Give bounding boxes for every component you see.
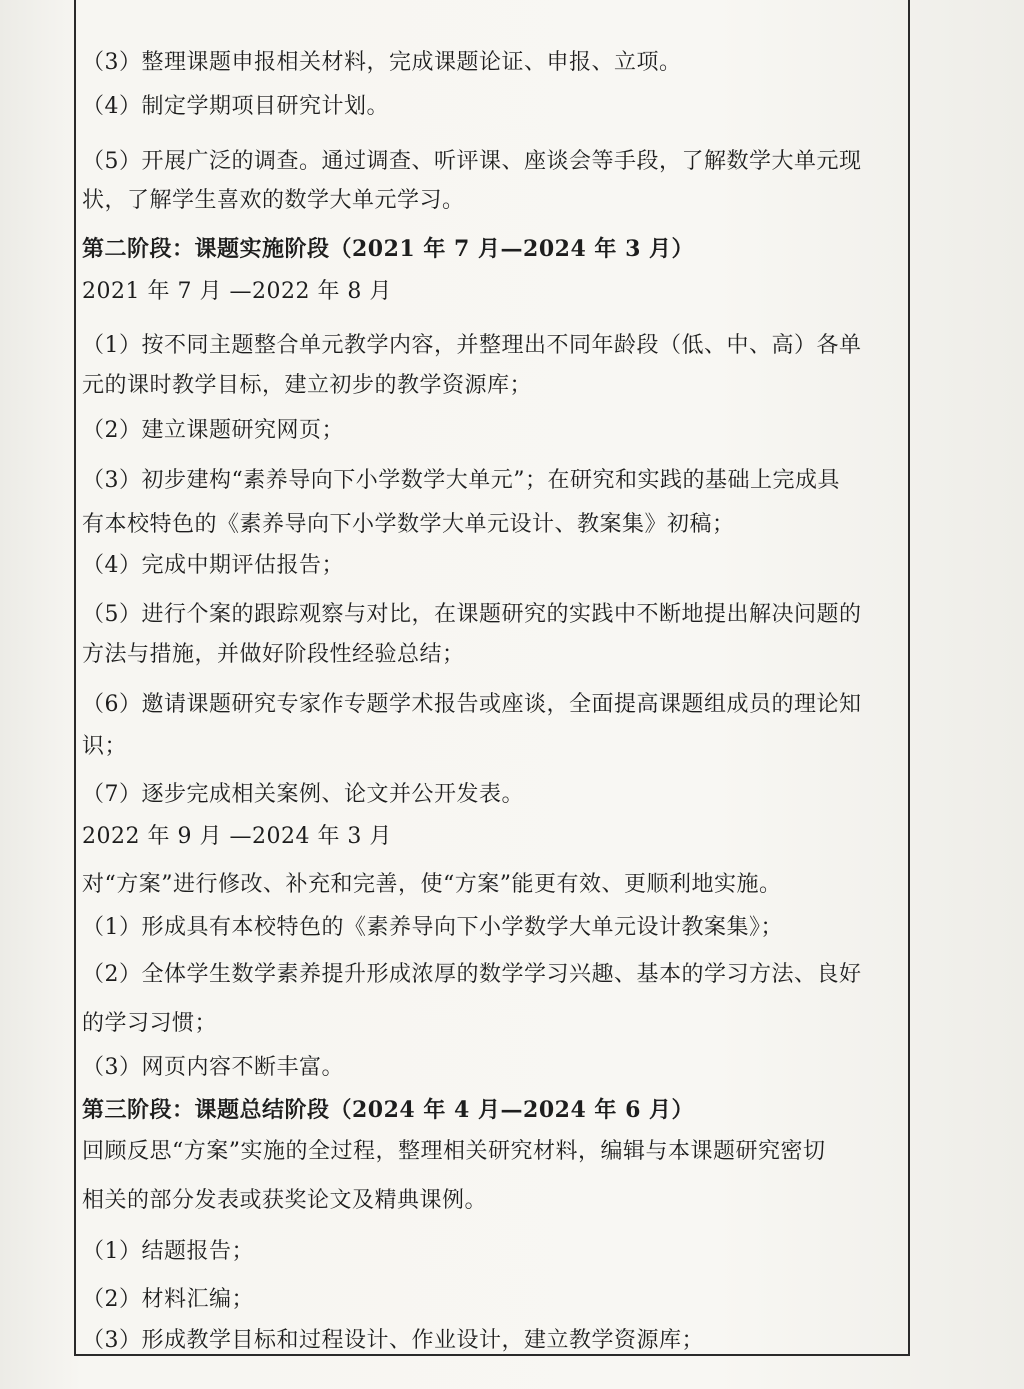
text-line: （2）建立课题研究网页； [82,418,344,443]
text-line: （3）网页内容不断丰富。 [82,1055,344,1080]
text-line: 相关的部分发表或获奖论文及精典课例。 [82,1188,488,1213]
date-range: 2021 年 7 月 —2022 年 8 月 [82,279,392,304]
section-heading: 第三阶段：课题总结阶段（2024 年 4 月—2024 年 6 月） [82,1097,695,1123]
text-line: （1）形成具有本校特色的《素养导向下小学数学大单元设计教案集》； [82,915,783,940]
date-range: 2022 年 9 月 —2024 年 3 月 [82,824,392,849]
text-line: （5）开展广泛的调查。通过调查、听评课、座谈会等手段，了解数学大单元现 [82,149,862,174]
text-line: （7）逐步完成相关案例、论文并公开发表。 [82,782,524,807]
text-line: （1）按不同主题整合单元教学内容，并整理出不同年龄段（低、中、高）各单 [82,333,862,358]
text-line: （6）邀请课题研究专家作专题学术报告或座谈，全面提高课题组成员的理论知 [82,692,862,717]
text-line: （2）材料汇编； [82,1287,254,1312]
text-line: （3）形成教学目标和过程设计、作业设计，建立教学资源库； [82,1328,704,1353]
text-line: （5）进行个案的跟踪观察与对比，在课题研究的实践中不断地提出解决问题的 [82,602,862,627]
text-line: （3）初步建构“素养导向下小学数学大单元”；在研究和实践的基础上完成具 [82,468,840,493]
text-line: （2）全体学生数学素养提升形成浓厚的数学学习兴趣、基本的学习方法、良好 [82,962,862,987]
text-line: （4）完成中期评估报告； [82,553,344,578]
text-line: （1）结题报告； [82,1239,254,1264]
text-line: 识； [82,734,128,759]
text-line: 回顾反思“方案”实施的全过程，整理相关研究材料，编辑与本课题研究密切 [82,1139,826,1164]
text-line: （4）制定学期项目研究计划。 [82,94,389,119]
section-heading: 第二阶段：课题实施阶段（2021 年 7 月—2024 年 3 月） [82,236,695,262]
text-line: 有本校特色的《素养导向下小学数学大单元设计、教案集》初稿； [82,512,735,537]
text-line: 元的课时教学目标，建立初步的教学资源库； [82,373,533,398]
text-line: 对“方案”进行修改、补充和完善，使“方案”能更有效、更顺利地实施。 [82,872,782,897]
text-line: 方法与措施，并做好阶段性经验总结； [82,642,465,667]
text-line: 状，了解学生喜欢的数学大单元学习。 [82,188,465,213]
text-line: 的学习习惯； [82,1011,218,1036]
text-line: （3）整理课题申报相关材料，完成课题论证、申报、立项。 [82,50,682,75]
